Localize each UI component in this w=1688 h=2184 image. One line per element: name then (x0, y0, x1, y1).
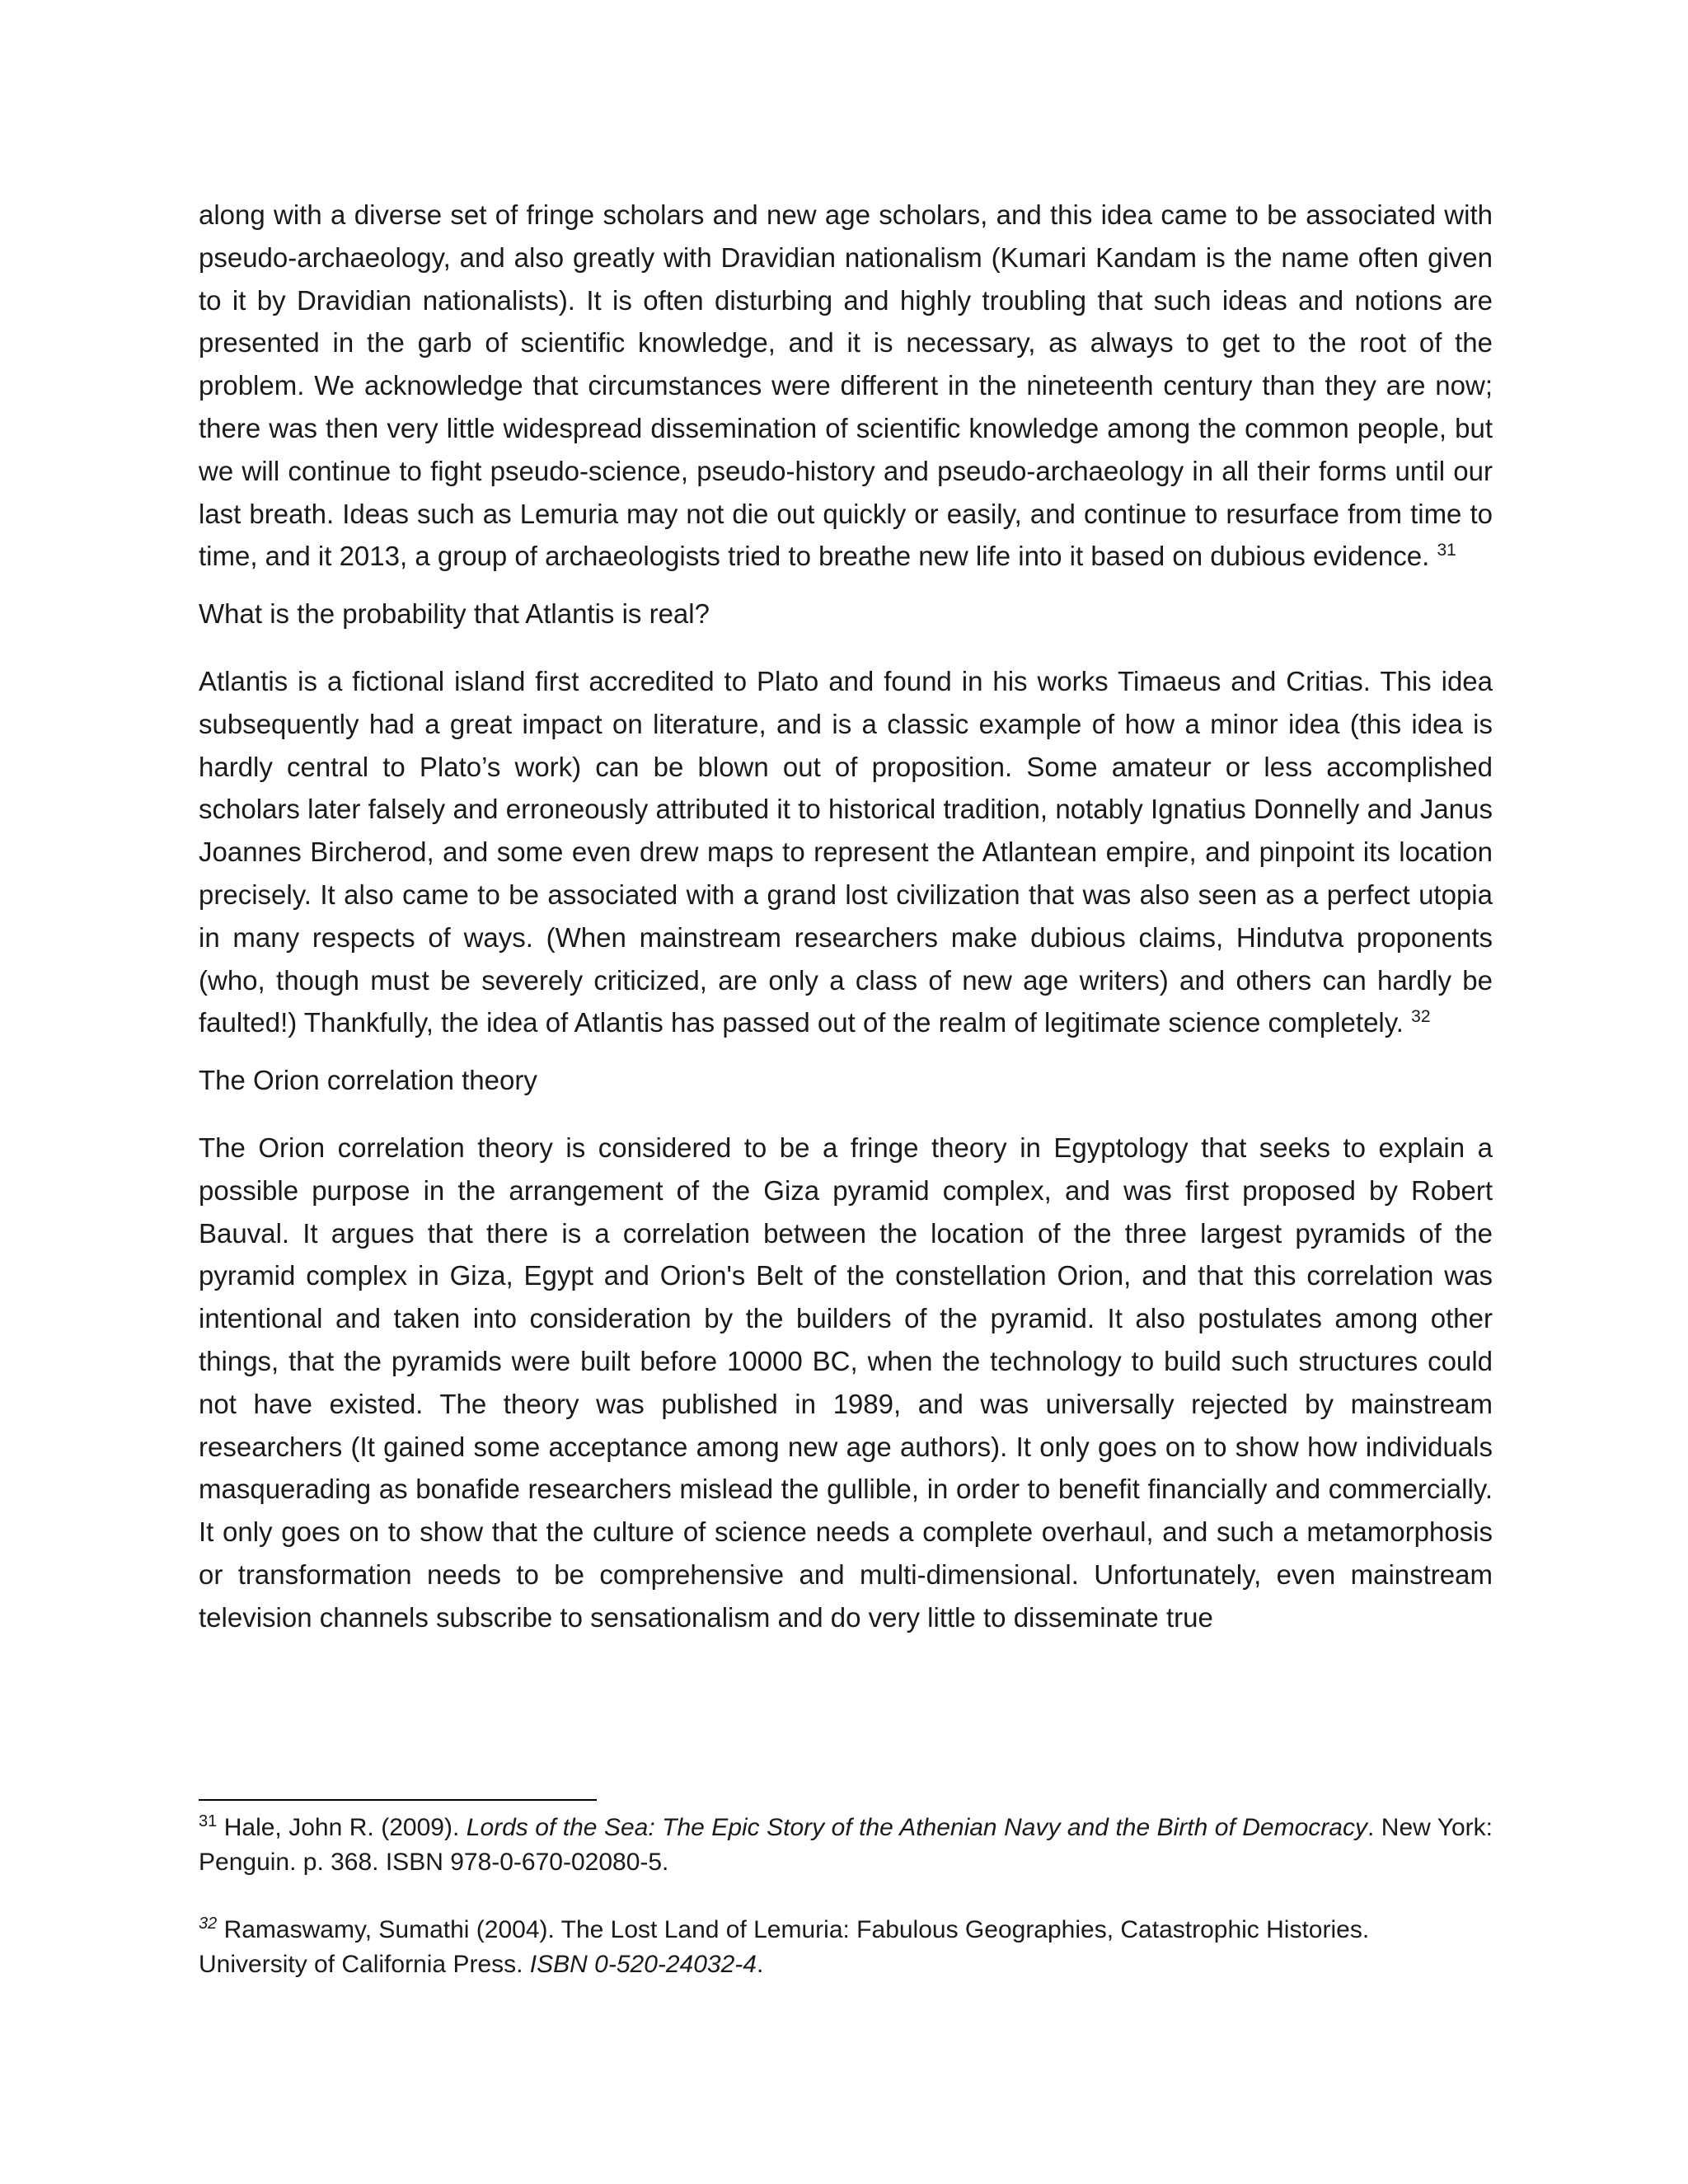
footnotes-section (199, 1811, 1493, 1982)
section-heading: What is the probability that Atlantis is real? (199, 598, 710, 630)
footnote-isbn: ISBN 0-520-24032-4 (529, 1951, 757, 1978)
footnote (199, 1913, 1493, 1982)
body-paragraph (199, 660, 1493, 1044)
footnote-number: 31 (199, 1812, 218, 1830)
body-paragraph (199, 194, 1493, 578)
footnote-reference[interactable]: 31 (1437, 541, 1456, 560)
body-paragraph (199, 1127, 1493, 1639)
footnote-text: Ramaswamy, Sumathi (2004). The Lost Land of Lemuria: Fabulous Geographies, Catastrophic Histories. (217, 1916, 1370, 1943)
footnote-text: . New York: Penguin. p. 368. ISBN 978-0-670-02080-5. (199, 1814, 1493, 1876)
footnote (199, 1811, 1493, 1880)
paragraph-text: The Orion correlation theory is considered to be a fringe theory in Egyptology that seeks to explain a possible purpose in the arrangement of the Giza pyramid complex, and was first proposed by Robert Bauval. It argues that there is a correlation between the location of the three largest pyramids of the pyramid complex in Giza, Egypt and Orion's Belt of the constellation Orion, and that this correlation was intentional and taken into consideration by the builders of the pyramid. It also postulates among other things, that the pyramids were built before 10000 BC, when the technology to build such structures could not have existed. The theory was published in 1989, and was universally rejected by mainstream researchers (It gained some acceptance among new age authors). It only goes on to show how individuals masquerading as bonafide researchers mislead the gullible, in order to benefit financially and commercially. It only goes on to show that the culture of science needs a complete overhaul, and such a metamorphosis or transformation needs to be comprehensive and multi-dimensional. Unfortunately, even mainstream television channels subscribe to sensationalism and do very little to disseminate true (199, 1132, 1493, 1633)
footnote-text: University of California Press. (199, 1951, 530, 1978)
footnote-text: Hale, John R. (2009). (217, 1814, 467, 1841)
section-heading: The Orion correlation theory (199, 1065, 537, 1096)
document-body (199, 194, 1493, 1639)
footnote-book-title: Lords of the Sea: The Epic Story of the Athenian Navy and the Birth of Democracy (466, 1814, 1367, 1841)
paragraph-text: along with a diverse set of fringe scholars and new age scholars, and this idea came to be associated with pseudo-archaeology, and also greatly with Dravidian nationalism (Kumari Kandam is the name often given to it by Dravidian nationalists). It is often disturbing and highly troubling that such ideas and notions are presented in the garb of scientific knowledge, and it is necessary, as always to get to the root of the problem. We acknowledge that circumstances were different in the nineteenth century than they are now; there was then very little widespread dissemination of scientific knowledge among the common people, but we will continue to fight pseudo-science, pseudo-history and pseudo-archaeology in all their forms until our last breath. Ideas such as Lemuria may not die out quickly or easily, and continue to resurface from time to time, and it 2013, a group of archaeologists tried to breathe new life into it based on dubious evidence. (199, 199, 1493, 572)
footnote-text: . (756, 1951, 764, 1978)
footnote-reference[interactable]: 32 (1411, 1007, 1431, 1027)
paragraph-text: Atlantis is a fictional island first accredited to Plato and found in his works Timaeus and Critias. This idea subsequently had a great impact on literature, and is a classic example of how a minor idea (this idea is hardly central to Plato’s work) can be blown out of proposition. Some amateur or less accomplished scholars later falsely and erroneously attributed it to historical tradition, notably Ignatius Donnelly and Janus Joannes Bircherod, and some even drew maps to represent the Atlantean empire, and pinpoint its location precisely. It also came to be associated with a grand lost civilization that was also seen as a perfect utopia in many respects of ways. (When mainstream researchers make dubious claims, Hindutva proponents (who, though must be severely criticized, are only a class of new age writers) and others can hardly be faulted!) Thankfully, the idea of Atlantis has passed out of the realm of legitimate science completely. (199, 665, 1493, 1038)
footnote-separator (199, 1799, 597, 1801)
footnote-number: 32 (199, 1915, 218, 1933)
